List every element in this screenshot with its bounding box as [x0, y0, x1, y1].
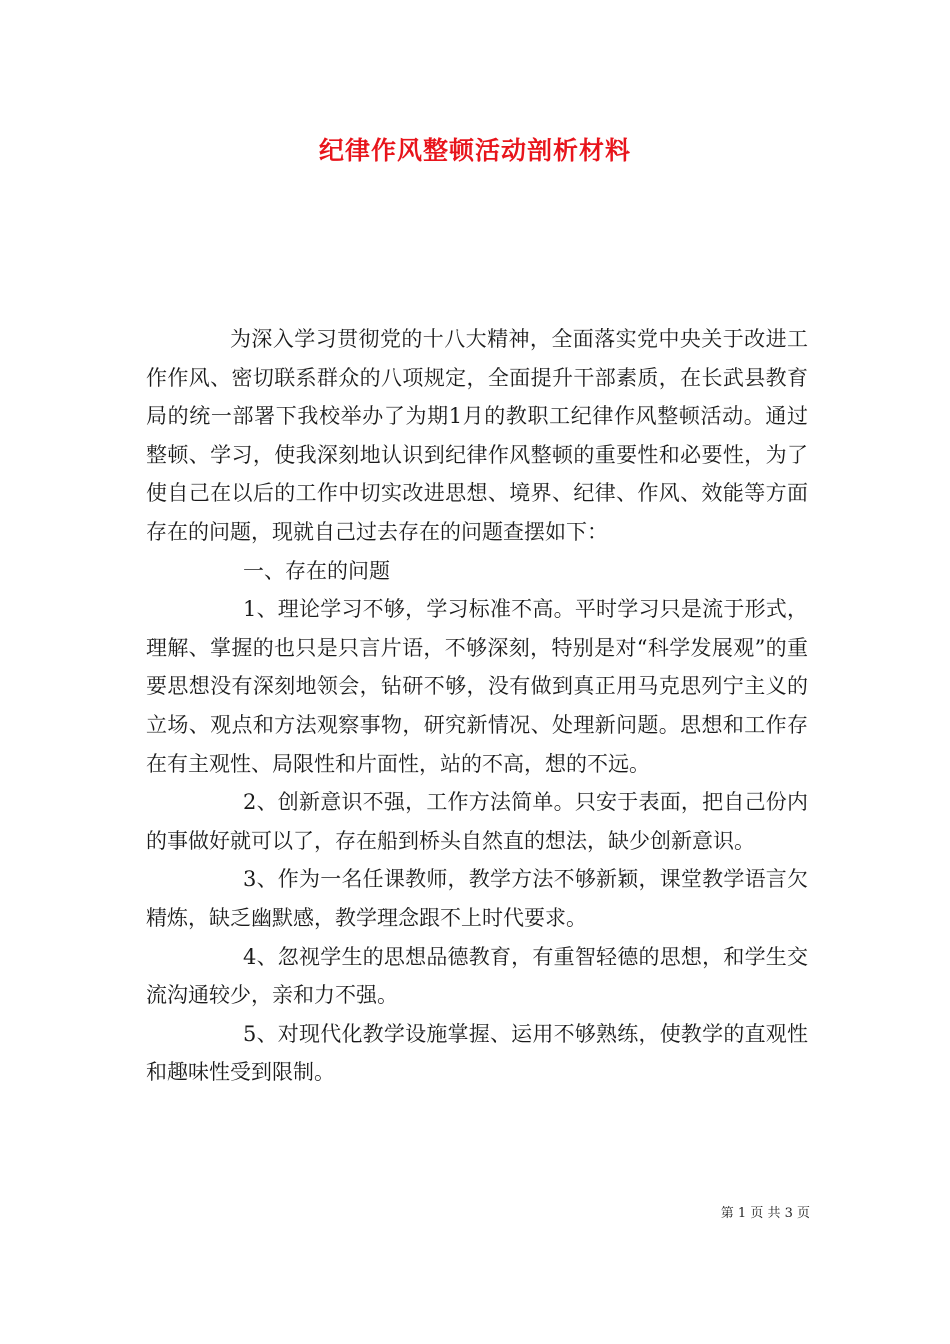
- problem-item-4: 4、忽视学生的思想品德教育，有重智轻德的思想，和学生交流沟通较少，亲和力不强。: [146, 944, 808, 1008]
- section-heading-problems: 一、存在的问题: [243, 558, 390, 583]
- document-title: 纪律作风整顿活动剖析材料: [318, 136, 631, 165]
- document-body: [146, 320, 808, 1092]
- problem-item-2: 2、创新意识不强，工作方法简单。只安于表面，把自己份内的事做好就可以了，存在船到桥头自然直的想法，缺少创新意识。: [146, 790, 808, 853]
- page-number-footer: 第 1 页 共 3 页: [720, 1206, 810, 1221]
- problem-item-5: 5、对现代化教学设施掌握、运用不够熟练，使教学的直观性和趣味性受到限制。: [146, 1021, 808, 1085]
- intro-paragraph: 为深入学习贯彻党的十八大精神，全面落实党中央关于改进工作作风、密切联系群众的八项规定，全面提升干部素质，在长武县教育局的统一部署下我校举办了为期1月的教职工纪律作风整顿活动。通过整顿、学习，使我深刻地认识到纪律作风整顿的重要性和必要性，为了使自己在以后的工作中切实改进思想、境界、纪律、作风、效能等方面存在的问题，现就自己过去存在的问题查摆如下：: [146, 327, 808, 544]
- problem-item-1: 1、理论学习不够，学习标准不高。平时学习只是流于形式，理解、掌握的也只是只言片语，不够深刻，特别是对“科学发展观”的重要思想没有深刻地领会，钻研不够，没有做到真正用马克思列宁主义的立场、观点和方法观察事物，研究新情况、处理新问题。思想和工作存在有主观性、局限性和片面性，站的不高，想的不远。: [146, 597, 808, 776]
- problem-item-3: 3、作为一名任课教师，教学方法不够新颖，课堂教学语言欠精炼，缺乏幽默感，教学理念跟不上时代要求。: [146, 867, 808, 930]
